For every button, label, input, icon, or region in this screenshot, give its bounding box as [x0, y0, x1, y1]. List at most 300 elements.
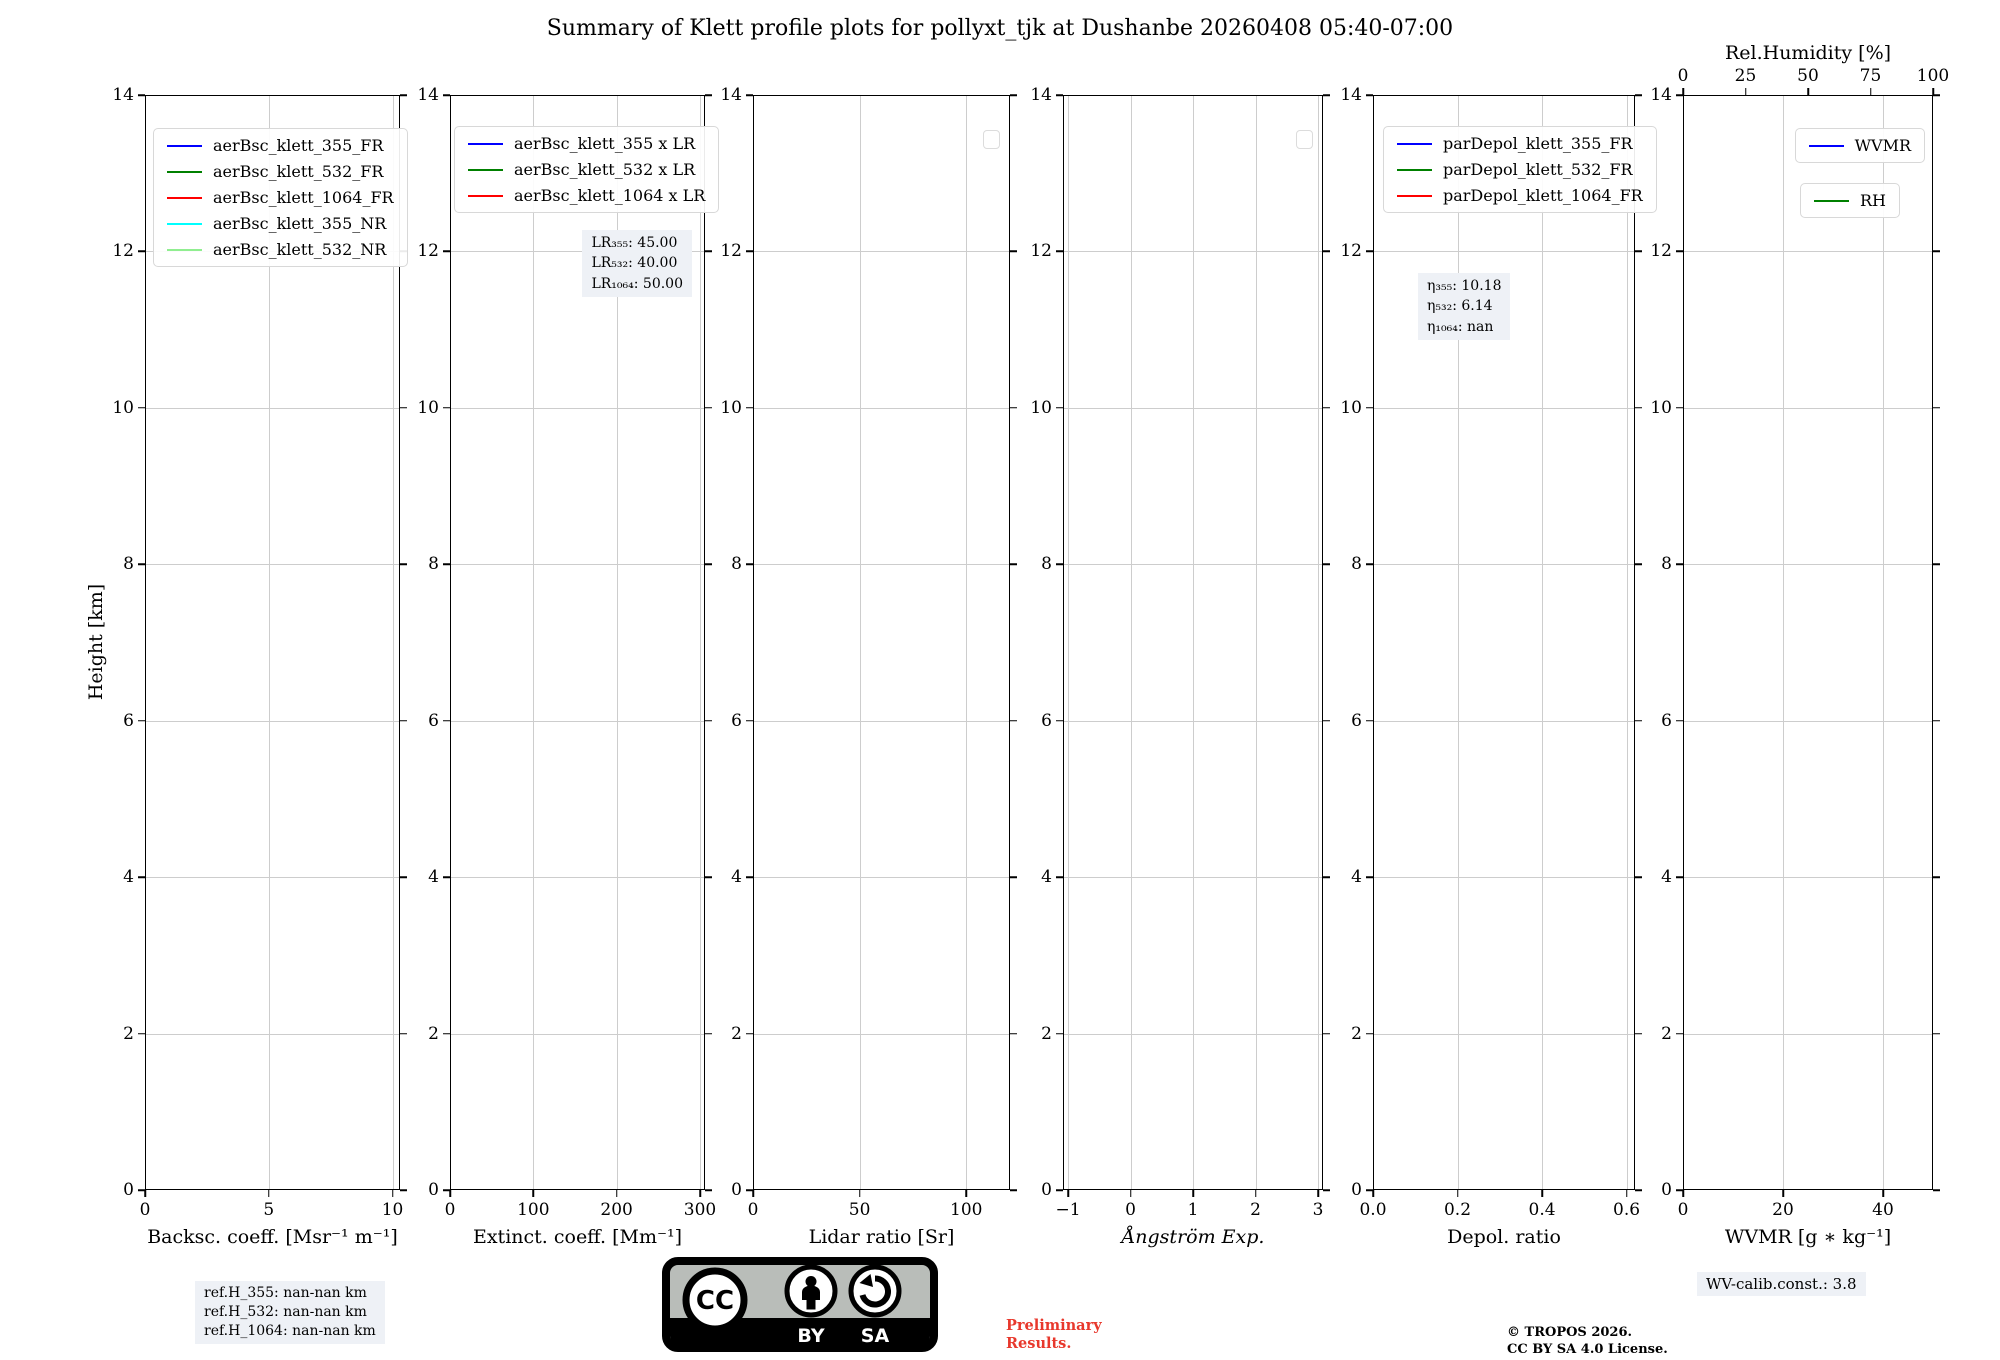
legend-line-swatch: [1814, 200, 1849, 202]
gridline-v: [1256, 95, 1257, 1190]
x-axis-label-lidar-ratio: Lidar ratio [Sr]: [808, 1226, 955, 1248]
gridline-v: [1193, 95, 1194, 1190]
gridline-v: [1131, 95, 1132, 1190]
y-axis-label: Height [km]: [85, 583, 107, 701]
x-tick-label: 0.4: [1528, 1200, 1556, 1220]
y-tick-mark: [1635, 1033, 1642, 1035]
lr-355-value: LR₃₅₅: 45.00: [591, 235, 678, 251]
y-tick-mark: [1323, 564, 1330, 566]
axes-frame: [1373, 95, 1635, 1190]
legend-backscatter: [153, 128, 408, 267]
y-tick-label: 12: [1030, 241, 1052, 262]
y-tick-mark: [1056, 720, 1063, 722]
y-tick-mark: [138, 1033, 145, 1035]
y-tick-mark: [1323, 251, 1330, 253]
x-tick-mark: [1782, 1190, 1784, 1197]
top-tick-label: 0: [1677, 66, 1689, 86]
y-tick-mark: [400, 720, 407, 722]
y-tick-mark: [1676, 876, 1683, 878]
y-tick-label: 6: [1041, 710, 1052, 731]
y-tick-mark: [1366, 564, 1373, 566]
cc-circle-text: CC: [695, 1286, 735, 1316]
legend-label: aerBsc_klett_355 x LR: [514, 134, 696, 153]
lr-532-value: LR₅₃₂: 40.00: [591, 255, 678, 272]
legend-line-swatch: [167, 197, 202, 199]
legend-item: [167, 214, 394, 233]
y-tick-mark: [1676, 564, 1683, 566]
y-tick-mark: [705, 876, 712, 878]
x-tick-mark: [1372, 1190, 1374, 1197]
ref-h-355: ref.H_355: nan-nan km: [204, 1285, 367, 1301]
x-tick-mark: [1457, 1190, 1459, 1197]
empty-legend-box: [983, 130, 1000, 149]
legend-extinction: [454, 126, 719, 213]
x-tick-label: 200: [600, 1200, 633, 1220]
x-tick-mark: [1067, 1190, 1069, 1197]
y-tick-mark: [443, 251, 450, 253]
x-tick-mark: [1130, 1190, 1132, 1197]
top-tick-mark: [1932, 88, 1934, 95]
y-tick-mark: [400, 94, 407, 96]
y-tick-mark: [1056, 1189, 1063, 1191]
gridline-h: [753, 1034, 1010, 1035]
legend-line-swatch: [167, 223, 202, 225]
y-tick-label: 12: [417, 241, 439, 262]
y-tick-label: 8: [428, 554, 439, 575]
legend-label: aerBsc_klett_355_NR: [213, 214, 387, 233]
y-tick-mark: [1933, 720, 1940, 722]
by-label: BY: [797, 1325, 825, 1347]
legend-item: [167, 162, 394, 181]
legend-line-swatch: [1397, 169, 1432, 171]
x-tick-mark: [449, 1190, 451, 1197]
x-tick-label: 3: [1312, 1200, 1324, 1220]
gridline-h: [1373, 408, 1635, 409]
x-tick-mark: [1192, 1190, 1194, 1197]
gridline-h: [1683, 721, 1933, 722]
y-tick-label: 12: [720, 241, 742, 262]
top-tick-mark: [1745, 88, 1747, 95]
y-tick-label: 14: [417, 85, 439, 105]
eta-532-value: η₅₃₂: 6.14: [1427, 298, 1493, 315]
legend-label: aerBsc_klett_355_FR: [213, 136, 384, 155]
x-tick-mark: [1541, 1190, 1543, 1197]
legend-label: aerBsc_klett_532_NR: [213, 240, 387, 259]
y-tick-label: 8: [1351, 554, 1362, 575]
gridline-h: [753, 564, 1010, 565]
cc-by-sa-badge: [662, 1257, 938, 1352]
gridline-h: [145, 721, 400, 722]
x-tick-label: 50: [848, 1200, 871, 1220]
gridline-h: [145, 408, 400, 409]
y-tick-mark: [138, 564, 145, 566]
y-tick-mark: [1635, 876, 1642, 878]
x-tick-mark: [533, 1190, 535, 1197]
y-tick-label: 10: [112, 397, 134, 418]
x-tick-label: 300: [683, 1200, 717, 1220]
y-tick-mark: [1323, 720, 1330, 722]
y-tick-mark: [1676, 407, 1683, 409]
legend-label: aerBsc_klett_532_FR: [213, 162, 384, 181]
x-axis-label-wvmr: WVMR [g ∗ kg⁻¹]: [1724, 1226, 1892, 1248]
depol-calib-constants-box: [1418, 273, 1510, 340]
panel-extinction: [417, 85, 717, 1248]
axes-frame: [753, 95, 1010, 1190]
gridline-v: [966, 95, 967, 1190]
y-tick-label: 2: [1351, 1023, 1362, 1044]
y-tick-label: 0: [428, 1180, 439, 1200]
legend-line-swatch: [468, 143, 503, 145]
y-tick-label: 6: [428, 710, 439, 731]
x-axis-label-depol: Depol. ratio: [1447, 1226, 1561, 1248]
legend-label: aerBsc_klett_1064_FR: [213, 188, 394, 207]
gridline-h: [1373, 721, 1635, 722]
reference-height-box: [195, 1281, 385, 1344]
y-tick-label: 14: [720, 85, 742, 105]
y-tick-mark: [400, 876, 407, 878]
legend-label: parDepol_klett_1064_FR: [1443, 186, 1643, 205]
y-tick-mark: [1635, 720, 1642, 722]
gridline-h: [1683, 408, 1933, 409]
y-tick-mark: [1056, 876, 1063, 878]
y-tick-mark: [400, 1189, 407, 1191]
gridline-v: [860, 95, 861, 1190]
x-tick-label: 10: [381, 1200, 404, 1220]
by-person-head: [806, 1276, 817, 1287]
gridline-v: [1458, 95, 1459, 1190]
y-tick-mark: [1635, 407, 1642, 409]
top-tick-label: 75: [1859, 66, 1882, 86]
x-tick-mark: [752, 1190, 754, 1197]
y-tick-mark: [443, 94, 450, 96]
y-tick-mark: [1056, 564, 1063, 566]
y-tick-label: 2: [1041, 1023, 1052, 1044]
gridline-h: [145, 564, 400, 565]
x-tick-mark: [1317, 1190, 1319, 1197]
gridline-h: [145, 1034, 400, 1035]
y-tick-label: 0: [1351, 1180, 1362, 1200]
y-tick-mark: [1933, 1033, 1940, 1035]
y-tick-mark: [705, 251, 712, 253]
y-tick-mark: [1933, 564, 1940, 566]
y-tick-mark: [1635, 564, 1642, 566]
y-tick-mark: [1323, 94, 1330, 96]
y-tick-mark: [1366, 1033, 1373, 1035]
y-tick-label: 2: [1661, 1023, 1672, 1044]
gridline-h: [450, 564, 705, 565]
y-tick-mark: [138, 251, 145, 253]
y-tick-label: 0: [123, 1180, 134, 1200]
y-tick-mark: [1366, 407, 1373, 409]
gridline-v: [450, 95, 451, 1190]
gridline-h: [145, 877, 400, 878]
y-tick-label: 12: [112, 241, 134, 262]
y-tick-label: 0: [1041, 1180, 1052, 1200]
y-tick-label: 0: [1661, 1180, 1672, 1200]
legend-line-swatch: [1397, 195, 1432, 197]
legend-line-swatch: [167, 145, 202, 147]
legend-item: [167, 240, 394, 259]
gridline-v: [533, 95, 534, 1190]
x-tick-label: 40: [1872, 1200, 1894, 1220]
x-tick-mark: [699, 1190, 701, 1197]
gridline-h: [1683, 1034, 1933, 1035]
gridline-h: [1683, 251, 1933, 252]
y-tick-mark: [1933, 1189, 1940, 1191]
gridline-h: [450, 1034, 705, 1035]
y-tick-mark: [1933, 876, 1940, 878]
y-tick-label: 8: [1661, 554, 1672, 575]
gridline-h: [753, 721, 1010, 722]
gridline-v: [753, 95, 754, 1190]
lidar-ratio-constants-box: [582, 230, 692, 297]
y-tick-mark: [746, 251, 753, 253]
y-tick-mark: [746, 1033, 753, 1035]
y-tick-mark: [705, 94, 712, 96]
y-tick-mark: [1676, 720, 1683, 722]
gridline-h: [753, 251, 1010, 252]
top-tick-mark: [1682, 88, 1684, 95]
gridline-h: [1373, 877, 1635, 878]
y-tick-mark: [705, 720, 712, 722]
y-tick-mark: [746, 94, 753, 96]
y-tick-mark: [1323, 876, 1330, 878]
legend-label: parDepol_klett_532_FR: [1443, 160, 1633, 179]
legend-line-swatch: [468, 169, 503, 171]
y-tick-label: 4: [428, 867, 439, 888]
y-tick-mark: [1366, 94, 1373, 96]
sa-arrow-icon: [851, 1267, 899, 1315]
gridline-v: [1683, 95, 1684, 1190]
y-tick-mark: [1010, 407, 1017, 409]
figure-title: Summary of Klett profile plots for pollyxt_tjk at Dushanbe 20260408 05:40-07:00: [546, 16, 1454, 41]
x-tick-label: 0: [1677, 1200, 1689, 1220]
x-tick-label: 0: [1125, 1200, 1136, 1220]
x-tick-label: 5: [263, 1200, 275, 1220]
y-tick-mark: [1010, 876, 1017, 878]
y-tick-mark: [138, 407, 145, 409]
y-tick-mark: [746, 876, 753, 878]
y-tick-mark: [1056, 407, 1063, 409]
y-tick-mark: [1933, 407, 1940, 409]
y-tick-label: 0: [731, 1180, 742, 1200]
y-tick-mark: [1933, 94, 1940, 96]
legend-item: [1397, 134, 1643, 153]
gridline-h: [1373, 564, 1635, 565]
preliminary-line-2: Results.: [1006, 1335, 1072, 1353]
y-tick-mark: [1635, 251, 1642, 253]
panel-depol-ratio: [1340, 85, 1643, 1248]
x-tick-mark: [1626, 1190, 1628, 1197]
axes-frame: [1683, 95, 1933, 1190]
x-tick-label: 100: [950, 1200, 983, 1220]
legend-line-swatch: [167, 171, 202, 173]
y-tick-mark: [1323, 1189, 1330, 1191]
panel-wvmr: [1650, 42, 1950, 1248]
y-tick-label: 8: [1041, 554, 1052, 575]
x-tick-mark: [392, 1190, 394, 1197]
preliminary-results-note: [1006, 1317, 1102, 1353]
x-tick-label: 0: [139, 1200, 151, 1220]
legend-line-swatch: [468, 195, 503, 197]
legend-label: aerBsc_klett_1064 x LR: [514, 186, 706, 205]
eta-355-value: η₃₅₅: 10.18: [1427, 278, 1502, 294]
legend-label: RH: [1860, 191, 1886, 210]
gridline-v: [1542, 95, 1543, 1190]
x-tick-label: 20: [1772, 1200, 1794, 1220]
gridline-h: [450, 721, 705, 722]
legend-label: aerBsc_klett_532 x LR: [514, 160, 696, 179]
y-tick-label: 8: [123, 554, 134, 575]
gridline-v: [1068, 95, 1069, 1190]
y-tick-mark: [138, 94, 145, 96]
x-tick-label: 0: [444, 1200, 456, 1220]
y-tick-mark: [443, 564, 450, 566]
x-tick-mark: [1682, 1190, 1684, 1197]
x-tick-mark: [144, 1190, 146, 1197]
y-tick-mark: [1010, 564, 1017, 566]
y-tick-label: 10: [1650, 397, 1672, 418]
x-tick-label: 1: [1187, 1200, 1199, 1220]
copyright-line-1: © TROPOS 2026.: [1507, 1325, 1633, 1340]
y-tick-label: 6: [123, 710, 134, 731]
x-tick-mark: [1882, 1190, 1884, 1197]
y-tick-mark: [1635, 94, 1642, 96]
y-tick-mark: [1635, 1189, 1642, 1191]
y-tick-mark: [400, 407, 407, 409]
ref-h-532: ref.H_532: nan-nan km: [204, 1303, 367, 1320]
y-tick-mark: [1056, 251, 1063, 253]
gridline-v: [1883, 95, 1884, 1190]
y-tick-label: 14: [1030, 85, 1052, 105]
y-tick-mark: [1366, 876, 1373, 878]
gridline-h: [1683, 877, 1933, 878]
y-tick-label: 10: [1340, 397, 1362, 418]
gridline-v: [700, 95, 701, 1190]
legend-item: [468, 160, 705, 179]
copyright-note: [1507, 1325, 1668, 1359]
y-tick-mark: [1323, 407, 1330, 409]
x-tick-label: −1: [1055, 1200, 1081, 1220]
y-tick-mark: [1676, 1033, 1683, 1035]
top-tick-mark: [1870, 88, 1872, 95]
gridline-h: [1683, 564, 1933, 565]
empty-legend-box: [1296, 130, 1313, 149]
legend-line-swatch: [167, 249, 202, 251]
y-tick-mark: [705, 1189, 712, 1191]
x-tick-mark: [859, 1190, 861, 1197]
legend-item: [167, 136, 394, 155]
y-tick-mark: [400, 564, 407, 566]
y-tick-label: 2: [428, 1023, 439, 1044]
legend-item: [1814, 191, 1886, 210]
y-tick-mark: [705, 1033, 712, 1035]
y-tick-mark: [443, 407, 450, 409]
legend-item: [1397, 160, 1643, 179]
y-tick-mark: [138, 720, 145, 722]
panel-angstroem: [1030, 85, 1324, 1248]
x-tick-label: 100: [517, 1200, 550, 1220]
y-tick-mark: [400, 1033, 407, 1035]
y-tick-label: 14: [1340, 85, 1362, 105]
eta-1064-value: η₁₀₆₄: nan: [1427, 318, 1494, 335]
legend-item: [468, 134, 705, 153]
y-tick-mark: [1010, 1033, 1017, 1035]
legend-line-swatch: [1397, 143, 1432, 145]
sa-label: SA: [860, 1325, 890, 1347]
gridline-v: [1373, 95, 1374, 1190]
panel-backscatter: [112, 85, 404, 1248]
x-tick-label: 0.6: [1613, 1200, 1641, 1220]
y-tick-mark: [1010, 720, 1017, 722]
y-tick-mark: [443, 1033, 450, 1035]
panel-lidar-ratio: [720, 85, 1010, 1248]
y-tick-label: 12: [1650, 241, 1672, 262]
y-tick-mark: [705, 407, 712, 409]
gridline-v: [1318, 95, 1319, 1190]
y-tick-label: 10: [1030, 397, 1052, 418]
gridline-h: [1373, 251, 1635, 252]
y-tick-label: 2: [731, 1023, 742, 1044]
x-tick-label: 0.2: [1443, 1200, 1472, 1220]
gridline-h: [450, 877, 705, 878]
y-tick-mark: [1676, 251, 1683, 253]
x-axis-label-angstroem: Ångström Exp.: [1121, 1226, 1265, 1248]
top-axis-label-rh: Rel.Humidity [%]: [1724, 42, 1892, 64]
top-tick-label: 100: [1916, 66, 1950, 86]
y-tick-label: 6: [1661, 710, 1672, 731]
y-tick-label: 10: [417, 397, 439, 418]
y-tick-mark: [1010, 1189, 1017, 1191]
gridline-v: [145, 95, 146, 1190]
x-tick-mark: [268, 1190, 270, 1197]
x-tick-mark: [1255, 1190, 1257, 1197]
y-tick-mark: [1010, 251, 1017, 253]
legend-rh: [1800, 183, 1900, 218]
ref-h-1064: ref.H_1064: nan-nan km: [204, 1322, 376, 1339]
y-tick-label: 4: [123, 867, 134, 888]
y-tick-label: 10: [720, 397, 742, 418]
y-tick-label: 14: [1650, 85, 1672, 105]
x-tick-label: 0.0: [1359, 1200, 1387, 1220]
gridline-h: [753, 877, 1010, 878]
y-tick-mark: [1323, 1033, 1330, 1035]
top-tick-label: 50: [1797, 66, 1819, 86]
gridline-v: [1627, 95, 1628, 1190]
legend-wvmr: [1795, 128, 1925, 163]
y-tick-label: 4: [731, 867, 742, 888]
y-tick-label: 4: [1661, 867, 1672, 888]
y-tick-label: 6: [1351, 710, 1362, 731]
legend-line-swatch: [1809, 145, 1844, 147]
y-tick-label: 8: [731, 554, 742, 575]
legend-item: [1397, 186, 1643, 205]
y-tick-label: 4: [1351, 867, 1362, 888]
gridline-h: [1373, 1034, 1635, 1035]
y-tick-label: 2: [123, 1023, 134, 1044]
legend-item: [1809, 136, 1911, 155]
legend-label: parDepol_klett_355_FR: [1443, 134, 1633, 153]
legend-label: WVMR: [1854, 136, 1911, 155]
y-tick-mark: [746, 407, 753, 409]
legend-depol: [1383, 126, 1657, 213]
gridline-h: [450, 408, 705, 409]
x-axis-label-backscatter: Backsc. coeff. [Msr⁻¹ m⁻¹]: [147, 1226, 398, 1248]
gridline-v: [1783, 95, 1784, 1190]
y-tick-mark: [1366, 251, 1373, 253]
y-tick-mark: [1933, 251, 1940, 253]
y-tick-mark: [1056, 1033, 1063, 1035]
